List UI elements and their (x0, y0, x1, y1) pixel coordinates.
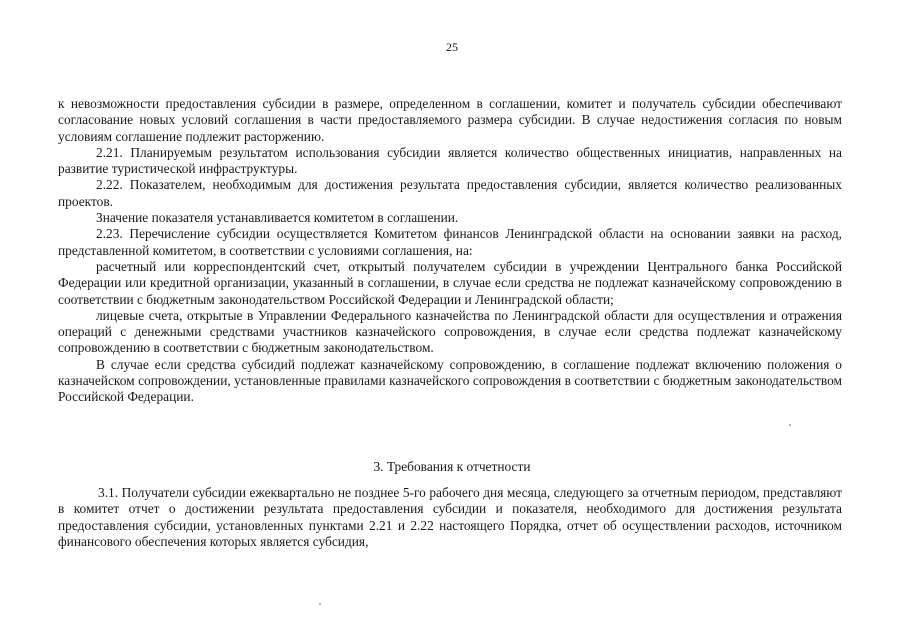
section-3-body (58, 485, 842, 550)
section-3-heading: 3. Требования к отчетности (373, 459, 531, 474)
paragraph-treasury-support: В случае если средства субсидий подлежат казначейскому сопровождению, в соглашение подлежат включению положения о казначейском сопровождении, установленные правилами казначейского сопровождения в соответствии с бюджетным законодательством Российской Федерации. (58, 356, 842, 405)
paragraph-settlement-account: расчетный или корреспондентский счет, открытый получателем субсидии в учреждении Центрального банка Российской Федерации или кредитной организации, указанный в соглашении, в случае если средства не подлежат казначейскому сопровождению в соответствии с бюджетным законодательством Российской Федерации и Ленинградской области; (58, 258, 842, 307)
paragraph-subsidy-size-disagreement: к невозможности предоставления субсидии в размере, определенном в соглашении, комитет и получатель субсидии обеспечивают согласование новых условий соглашения в части предоставляемого размера субсидии. В случае недостижения согласия по новым условиям соглашение подлежит расторжению. (58, 96, 842, 144)
paragraph-3-1: 3.1. Получатели субсидии ежеквартально не позднее 5-го рабочего дня месяца, следующего за отчетным периодом, представляют в комитет отчет о достижении результата предоставления субсидии и показателя, необходимого для достижения результата предоставления субсидии, установленных пунктами 2.21 и 2.22 настоящего Порядка, отчет об осуществлении расходов, источником финансового обеспечения которых является субсидия, (58, 485, 842, 549)
page-number: 25 (446, 40, 458, 54)
scan-speck (319, 603, 321, 605)
paragraph-2-22: 2.22. Показателем, необходимым для достижения результата предоставления субсидии, является количество реализованных проектов. (58, 177, 842, 209)
section-2-continuation (58, 96, 842, 406)
paragraph-2-21: 2.21. Планируемым результатом использования субсидии является количество общественных инициатив, направленных на развитие туристической инфраструктуры. (58, 144, 842, 177)
paragraph-personal-accounts: лицевые счета, открытые в Управлении Федерального казначейства по Ленинградской области для осуществления и отражения операций с денежными средствами участников казначейского сопровождения, в случае если средства подлежат казначейскому сопровождению в соответствии с бюджетным законодательством. (58, 307, 842, 356)
paragraph-indicator-value: Значение показателя устанавливается комитетом в соглашении. (96, 210, 459, 226)
paragraph-2-23: 2.23. Перечисление субсидии осуществляется Комитетом финансов Ленинградской области на основании заявки на расход, представленной комитетом, в соответствии с условиями соглашения, на: (58, 226, 842, 258)
scan-speck (789, 424, 791, 426)
